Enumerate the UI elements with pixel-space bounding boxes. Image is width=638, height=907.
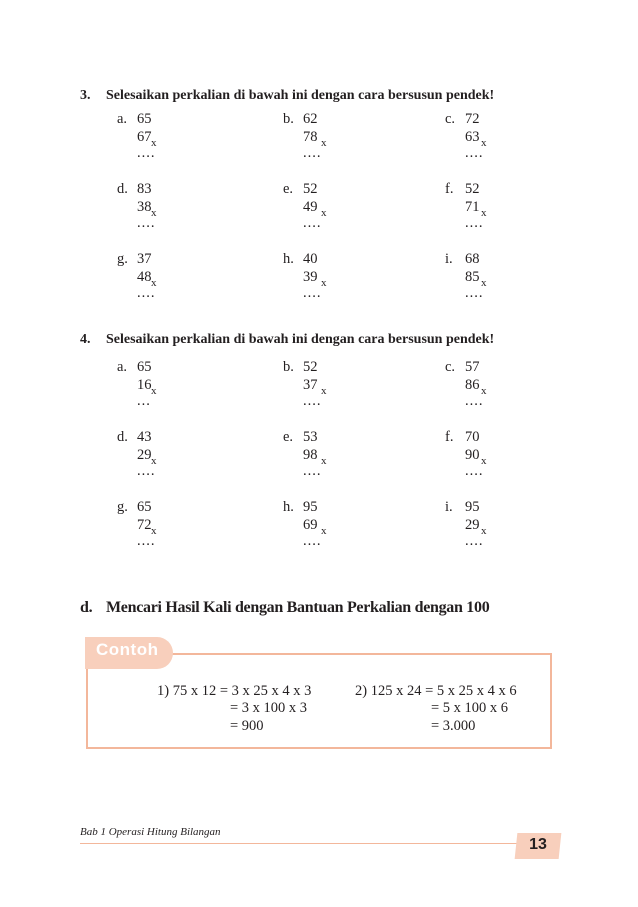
answer-blank: ....: [303, 285, 322, 301]
example-2-line-3: = 3.000: [431, 718, 476, 734]
problem-label: c.: [445, 111, 456, 127]
problem-label: i.: [445, 499, 453, 515]
multiply-sign: x: [481, 207, 487, 219]
answer-blank: ...: [137, 393, 151, 409]
multiplicand: 65: [137, 359, 152, 375]
multiply-sign: x: [321, 137, 327, 149]
multiplicand: 52: [303, 181, 318, 197]
answer-blank: ....: [465, 215, 484, 231]
problem-label: g.: [117, 499, 128, 515]
question-4-number: 4.: [80, 332, 91, 347]
multiply-sign: x: [481, 277, 487, 289]
question-4-heading: [80, 332, 494, 348]
problem-label: h.: [283, 499, 294, 515]
answer-blank: ....: [465, 393, 484, 409]
answer-blank: ....: [303, 215, 322, 231]
multiplicand: 37: [137, 251, 152, 267]
multiplier: 71: [465, 199, 480, 215]
answer-blank: ....: [303, 463, 322, 479]
multiplicand: 52: [303, 359, 318, 375]
answer-blank: ....: [303, 145, 322, 161]
problem-label: f.: [445, 429, 454, 445]
problem-label: e.: [283, 181, 294, 197]
example-1-line-2: = 3 x 100 x 3: [230, 700, 308, 716]
question-4-instruction: Selesaikan perkalian di bawah ini dengan cara bersusun pendek!: [106, 332, 495, 347]
multiplier: 29: [465, 517, 480, 533]
multiply-sign: x: [151, 207, 157, 219]
problem-label: a.: [117, 359, 128, 375]
answer-blank: ....: [137, 533, 156, 549]
chapter-footer: Bab 1 Operasi Hitung Bilangan: [80, 826, 221, 838]
multiplier: 90: [465, 447, 480, 463]
multiplier: 85: [465, 269, 480, 285]
problem-label: f.: [445, 181, 454, 197]
multiplicand: 43: [137, 429, 152, 445]
problem-label: e.: [283, 429, 294, 445]
multiplicand: 40: [303, 251, 318, 267]
multiplier: 16: [137, 377, 152, 393]
answer-blank: ....: [465, 285, 484, 301]
multiplier: 63: [465, 129, 480, 145]
section-d-number: d.: [80, 599, 93, 616]
question-3-number: 3.: [80, 88, 91, 103]
problem-label: d.: [117, 181, 128, 197]
multiplier: 37: [303, 377, 318, 393]
example-2-line-2: = 5 x 100 x 6: [431, 700, 509, 716]
multiplier: 78: [303, 129, 318, 145]
example-1-line-3: = 900: [230, 718, 264, 734]
multiplier: 38: [137, 199, 152, 215]
problem-label: d.: [117, 429, 128, 445]
multiplicand: 62: [303, 111, 318, 127]
problem-label: i.: [445, 251, 453, 267]
multiplicand: 52: [465, 181, 480, 197]
multiply-sign: x: [151, 137, 157, 149]
multiplier: 86: [465, 377, 480, 393]
multiplicand: 83: [137, 181, 152, 197]
multiplier: 72: [137, 517, 152, 533]
multiply-sign: x: [481, 385, 487, 397]
multiply-sign: x: [151, 455, 157, 467]
footer-divider: [80, 843, 524, 844]
multiplier: 48: [137, 269, 152, 285]
example-2-line-1: 2) 125 x 24 = 5 x 25 x 4 x 6: [355, 683, 517, 699]
multiply-sign: x: [321, 455, 327, 467]
multiplicand: 72: [465, 111, 480, 127]
multiplicand: 95: [303, 499, 318, 515]
multiply-sign: x: [151, 277, 157, 289]
page-number: 13: [529, 836, 547, 853]
multiply-sign: x: [321, 277, 327, 289]
multiply-sign: x: [481, 455, 487, 467]
answer-blank: ....: [465, 533, 484, 549]
multiplicand: 65: [137, 499, 152, 515]
answer-blank: ....: [137, 215, 156, 231]
answer-blank: ....: [465, 463, 484, 479]
multiply-sign: x: [481, 525, 487, 537]
answer-blank: ....: [303, 533, 322, 549]
section-d-heading: [80, 599, 489, 617]
answer-blank: ....: [137, 463, 156, 479]
answer-blank: ....: [137, 285, 156, 301]
answer-blank: ....: [137, 145, 156, 161]
multiplicand: 65: [137, 111, 152, 127]
multiplier: 67: [137, 129, 152, 145]
example-1-line-1: 1) 75 x 12 = 3 x 25 x 4 x 3: [157, 683, 312, 699]
multiply-sign: x: [321, 207, 327, 219]
multiply-sign: x: [481, 137, 487, 149]
multiplicand: 57: [465, 359, 480, 375]
problem-label: b.: [283, 111, 294, 127]
multiplier: 69: [303, 517, 318, 533]
multiplier: 98: [303, 447, 318, 463]
multiply-sign: x: [151, 385, 157, 397]
contoh-label: Contoh: [96, 640, 159, 659]
answer-blank: ....: [465, 145, 484, 161]
problem-label: c.: [445, 359, 456, 375]
problem-label: h.: [283, 251, 294, 267]
multiplicand: 68: [465, 251, 480, 267]
multiplier: 39: [303, 269, 318, 285]
multiply-sign: x: [151, 525, 157, 537]
question-3-instruction: Selesaikan perkalian di bawah ini dengan cara bersusun pendek!: [106, 88, 495, 103]
problem-label: b.: [283, 359, 294, 375]
problem-label: g.: [117, 251, 128, 267]
multiplicand: 70: [465, 429, 480, 445]
multiply-sign: x: [321, 385, 327, 397]
answer-blank: ....: [303, 393, 322, 409]
problem-label: a.: [117, 111, 128, 127]
multiply-sign: x: [321, 525, 327, 537]
multiplicand: 53: [303, 429, 318, 445]
multiplier: 49: [303, 199, 318, 215]
multiplier: 29: [137, 447, 152, 463]
multiplicand: 95: [465, 499, 480, 515]
question-3-heading: [80, 88, 494, 104]
section-d-title: Mencari Hasil Kali dengan Bantuan Perkalian dengan 100: [106, 599, 490, 616]
